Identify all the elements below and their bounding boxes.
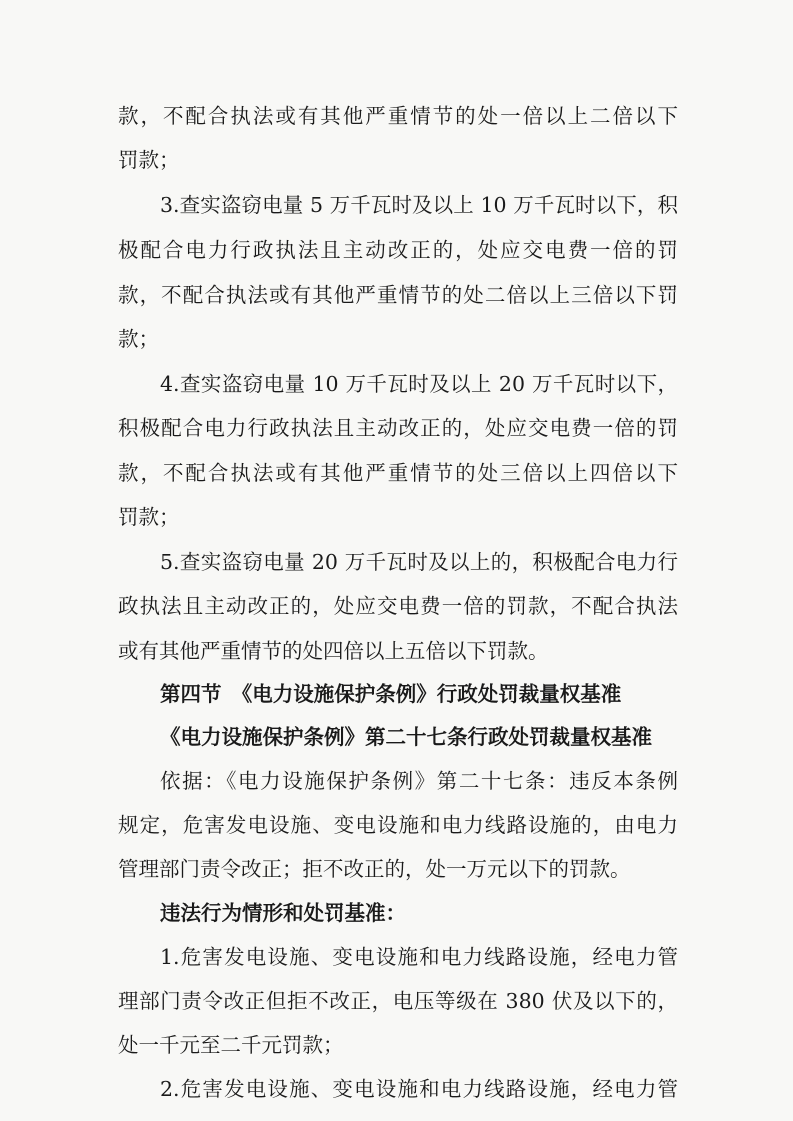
text-line: 理部门责令改正但拒不改正，电压等级在 380 伏及以下的， — [118, 989, 678, 1013]
text-line: 极配合电力行政执法且主动改正的，处应交电费一倍的罚 — [118, 238, 678, 262]
text-line: 3.查实盗窃电量 5 万千瓦时及以上 10 万千瓦时以下，积 — [160, 193, 678, 217]
text-line: 款； — [118, 327, 159, 351]
text-line: 2.危害发电设施、变电设施和电力线路设施，经电力管 — [160, 1077, 678, 1101]
article-heading: 《电力设施保护条例》第二十七条行政处罚裁量权基准 — [160, 725, 652, 749]
text-line: 款，不配合执法或有其他严重情节的处一倍以上二倍以下 — [118, 104, 678, 128]
subheading: 违法行为情形和处罚基准： — [160, 901, 406, 925]
text-line: 4.查实盗窃电量 10 万千瓦时及以上 20 万千瓦时以下， — [160, 372, 678, 396]
text-line: 5.查实盗窃电量 20 万千瓦时及以上的，积极配合电力行 — [160, 550, 678, 574]
text-line: 1.危害发电设施、变电设施和电力线路设施，经电力管 — [160, 945, 678, 969]
text-line: 依据：《电力设施保护条例》第二十七条：违反本条例 — [160, 769, 678, 793]
text-line: 款，不配合执法或有其他严重情节的处二倍以上三倍以下罚 — [118, 283, 678, 307]
text-line: 或有其他严重情节的处四倍以上五倍以下罚款。 — [118, 639, 549, 663]
text-line: 处一千元至二千元罚款； — [118, 1033, 344, 1057]
text-line: 罚款； — [118, 505, 180, 529]
text-line: 政执法且主动改正的，处应交电费一倍的罚款，不配合执法 — [118, 594, 678, 618]
text-line: 款，不配合执法或有其他严重情节的处三倍以上四倍以下 — [118, 461, 678, 485]
text-line: 规定，危害发电设施、变电设施和电力线路设施的，由电力 — [118, 813, 678, 837]
section-heading: 第四节 《电力设施保护条例》行政处罚裁量权基准 — [160, 682, 622, 706]
text-line: 管理部门责令改正；拒不改正的，处一万元以下的罚款。 — [118, 857, 631, 881]
text-line: 罚款； — [118, 148, 180, 172]
text-line: 积极配合电力行政执法且主动改正的，处应交电费一倍的罚 — [118, 416, 678, 440]
